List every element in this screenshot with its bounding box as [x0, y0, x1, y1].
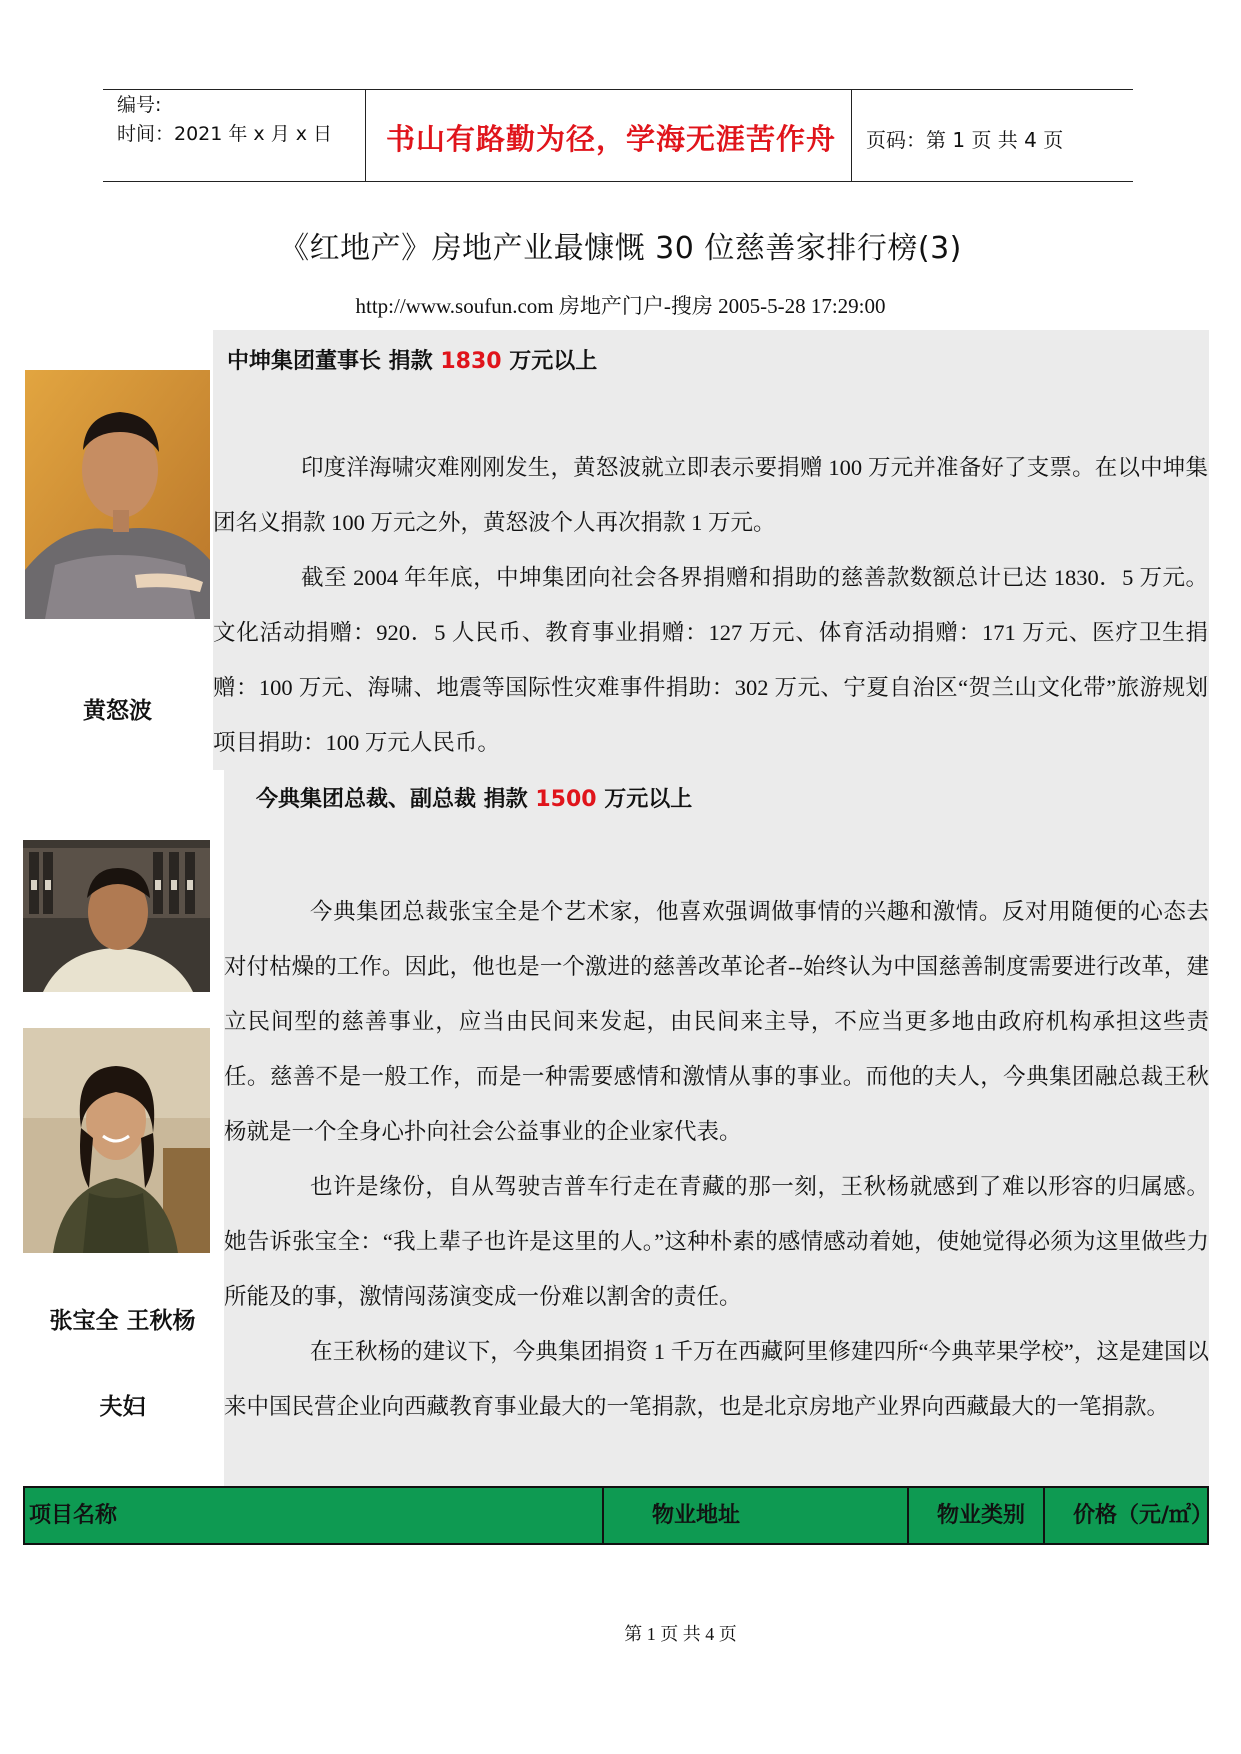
table-header-price: 价格（元/㎡） — [1073, 1503, 1214, 1528]
table-header-category: 物业类别 — [909, 1488, 1045, 1543]
section1-heading-prefix: 中坤集团董事长 捐款 — [227, 349, 441, 374]
header-bottom-rule — [103, 181, 1133, 182]
section2-donation-amount: 1500 — [535, 787, 597, 812]
footer-page-number: 第 1 页 共 4 页 — [624, 1624, 737, 1644]
article-source: http://www.soufun.com 房地产门户-搜房 2005-5-28 17:29:00 — [355, 294, 886, 318]
table-header-project-name: 项目名称 — [25, 1488, 604, 1543]
section1-paragraph-1: 印度洋海啸灾难刚刚发生，黄怒波就立即表示要捐赠 100 万元并准备好了支票。在以中坤集团名义捐款 100 万元之外，黄怒波个人再次捐款 1 万元。 — [213, 455, 1208, 535]
section2-heading-prefix: 今典集团总裁、副总裁 捐款 — [256, 787, 536, 812]
header-divider-left — [365, 89, 366, 181]
portrait-huang-nubo — [25, 370, 210, 619]
section2-heading — [256, 782, 692, 813]
portrait-wang-qiuyang — [23, 1028, 210, 1253]
header-time-label: 时间：2021 年 x 月 x 日 — [117, 123, 333, 145]
section1-paragraph-2: 截至 2004 年年底，中坤集团向社会各界捐赠和捐助的慈善款数额总计已达 1830．5 万元。文化活动捐赠：920．5 人民币、教育事业捐赠：127 万元、体育活动捐赠：171 万元、医疗卫生捐赠：100 万元、海啸、地震等国际性灾难事件捐助：302 万元、宁夏自治区“贺兰山文化带”旅游规划项目捐助：100 万元人民币。 — [213, 565, 1208, 755]
table-header-address: 物业地址 — [604, 1488, 909, 1543]
section1-heading-suffix: 万元以上 — [501, 349, 598, 374]
section2-paragraph-3: 在王秋杨的建议下，今典集团捐资 1 千万在西藏阿里修建四所“今典苹果学校”，这是建国以来中国民营企业向西藏教育事业最大的一笔捐款，也是北京房地产业界向西藏最大的一笔捐款。 — [224, 1339, 1209, 1419]
header-motto: 书山有路勤为径，学海无涯苦作舟 — [386, 122, 837, 156]
header-top-rule — [103, 89, 1133, 90]
header-divider-right — [851, 89, 852, 181]
section1-donation-amount: 1830 — [440, 349, 502, 374]
caption-zhang-wang-line2: 夫妇 — [99, 1394, 146, 1420]
article-title: 《红地产》房地产业最慷慨 30 位慈善家排行榜(3) — [279, 231, 962, 266]
section2-paragraph-1: 今典集团总裁张宝全是个艺术家，他喜欢强调做事情的兴趣和激情。反对用随便的心态去对付枯燥的工作。因此，他也是一个激进的慈善改革论者--始终认为中国慈善制度需要进行改革，建立民间型的慈善事业，应当由民间来发起，由民间来主导，不应当更多地由政府机构承担这些责任。慈善不是一般工作，而是一种需要感情和激情从事的事业。而他的夫人，今典集团融总裁王秋杨就是一个全身心扑向社会公益事业的企业家代表。 — [224, 899, 1209, 1144]
header-meta — [117, 91, 332, 149]
section2-heading-suffix: 万元以上 — [596, 787, 693, 812]
section1-heading — [227, 344, 597, 375]
caption-huang-nubo: 黄怒波 — [83, 698, 152, 724]
header-number-label: 编号: — [117, 94, 162, 116]
section2-paragraph-2: 也许是缘份，自从驾驶吉普车行走在青藏的那一刻，王秋杨就感到了难以形容的归属感。她告诉张宝全：“我上辈子也许是这里的人。”这种朴素的感情感动着她，使她觉得必须为这里做些力所能及的事，激情闯荡演变成一份难以割舍的责任。 — [224, 1174, 1209, 1309]
header-page-info: 页码：第 1 页 共 4 页 — [866, 128, 1064, 152]
caption-zhang-wang-line1: 张宝全 王秋杨 — [49, 1308, 196, 1334]
project-table-header — [23, 1486, 1214, 1545]
portrait-zhang-baoquan — [23, 840, 210, 992]
